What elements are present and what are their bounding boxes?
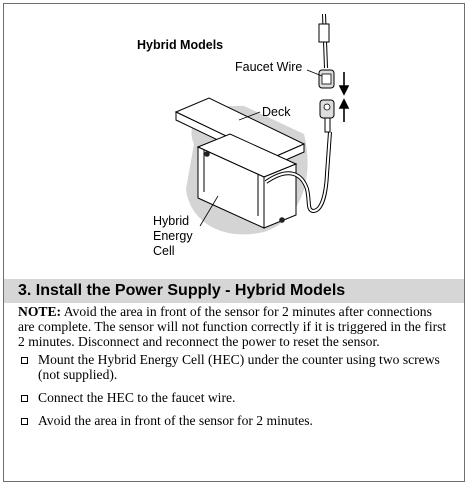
deck-label: Deck: [262, 105, 291, 119]
diagram-title: Hybrid Models: [137, 38, 224, 52]
step-item: [18, 353, 450, 383]
faucet-wire-label: Faucet Wire: [235, 60, 303, 74]
steps-list: [18, 353, 450, 428]
screw-icon: [204, 151, 210, 157]
step-item: [18, 414, 450, 429]
section-body: [18, 305, 450, 437]
step-text: Mount the Hybrid Energy Cell (HEC) under the counter using two screws (not supplied).: [38, 352, 440, 383]
note-text: Avoid the area in front of the sensor for 2 minutes after connections are complete. The sensor will not function correctly if it is triggered in the first 2 minutes. Disconnect and reconnect the power to reset the sensor.: [18, 304, 447, 349]
screw-icon: [279, 217, 285, 223]
cell-label-line3: Cell: [153, 244, 175, 258]
checkbox-icon: [21, 395, 28, 402]
arrow-up-icon: [340, 100, 348, 122]
cell-label-line2: Energy: [153, 229, 193, 243]
arrow-down-icon: [340, 72, 348, 94]
note-label: NOTE:: [18, 304, 62, 319]
checkbox-icon: [21, 357, 28, 364]
instruction-page: [3, 3, 465, 482]
step-text: Avoid the area in front of the sensor for 2 minutes.: [38, 412, 313, 428]
note-paragraph: [18, 305, 450, 349]
step-text: Connect the HEC to the faucet wire.: [38, 389, 236, 405]
hybrid-installation-diagram: [4, 4, 464, 274]
checkbox-icon: [21, 418, 28, 425]
section-title: 3. Install the Power Supply - Hybrid Models: [4, 279, 464, 303]
step-item: [18, 391, 450, 406]
cell-label-line1: Hybrid: [153, 214, 190, 228]
